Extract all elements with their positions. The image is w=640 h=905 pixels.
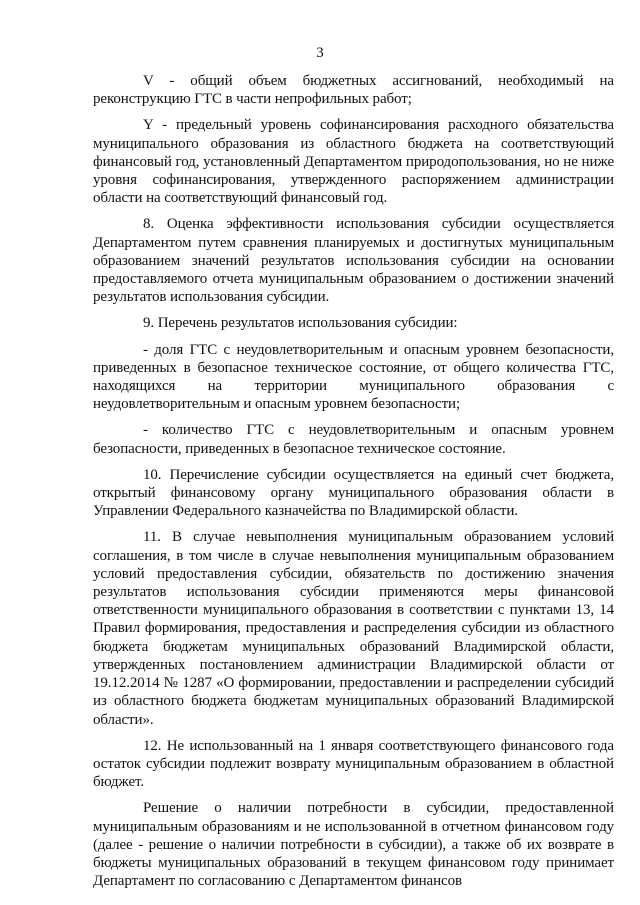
page-number: 3 bbox=[316, 45, 324, 61]
paragraph-11-nonfulfillment: 11. В случае невыполнения муниципальным образованием условий соглашения, в том числе в случае невыполнения муниципальным образованием условий предоставления субсидии, обязательств по достижению значения результатов использования субсидии применяются меры финансовой ответственности муниципального образования в соответствии с пунктами 13, 14 Правил формирования, предоставления и распределения субсидии из областного бюджета бюджетам муниципальных образований Владимирской области, утвержденных постановлением администрации Владимирской области от 19.12.2014 № 1287 «О формировании, предоставлении и распределении субсидий из областного бюджета бюджетам муниципальных образований Владимирской области». bbox=[93, 529, 614, 728]
paragraph-10-transfer: 10. Перечисление субсидии осуществляется на единый счет бюджета, открытый финансовому органу муниципального образования области в Управлении Федерального казначейства по Владимирской области. bbox=[93, 466, 614, 520]
paragraph-9-results-list: 9. Перечень результатов использования субсидии: bbox=[143, 315, 458, 332]
paragraph-decision: Решение о наличии потребности в субсидии, предоставленной муниципальным образованиям и не использованной в отчетном финансовом году (далее - решение о наличии потребности в субсидии), а также об их возврате в бюджеты муниципальных образований в текущем финансовом году принимает Департамент по согласованию с Департаментом финансов bbox=[93, 800, 614, 890]
paragraph-v-definition: V - общий объем бюджетных ассигнований, необходимый на реконструкцию ГТС в части непрофильных работ; bbox=[93, 73, 614, 108]
paragraph-8-efficiency: 8. Оценка эффективности использования субсидии осуществляется Департаментом путем сравнения планируемых и достигнутых муниципальным образованием значений результатов использования субсидии на основании предоставляемого отчета муниципальным образованием о достижении значений результатов использования субсидии. bbox=[93, 216, 614, 306]
paragraph-12-return: 12. Не использованный на 1 января соответствующего финансового года остаток субсидии подлежит возврату муниципальным образованием в областной бюджет. bbox=[93, 737, 614, 791]
list-item-count-gts: - количество ГТС с неудовлетворительным и опасным уровнем безопасности, приведенных в безопасное техническое состояние. bbox=[93, 422, 614, 457]
paragraph-y-definition: Y - предельный уровень софинансирования расходного обязательства муниципального образования из областного бюджета на соответствующий финансовый год, установленный Департаментом природопользования, но не ниже уровня софинансирования, утвержденного распоряжением администрации области на соответствующий финансовый год. bbox=[93, 117, 614, 207]
list-item-share-gts: - доля ГТС с неудовлетворительным и опасным уровнем безопасности, приведенных в безопасное техническое состояние, от общего количества ГТС, находящихся на территории муниципального образования с неудовлетворительным и опасным уровнем безопасности; bbox=[93, 341, 614, 413]
document-body bbox=[93, 72, 614, 890]
